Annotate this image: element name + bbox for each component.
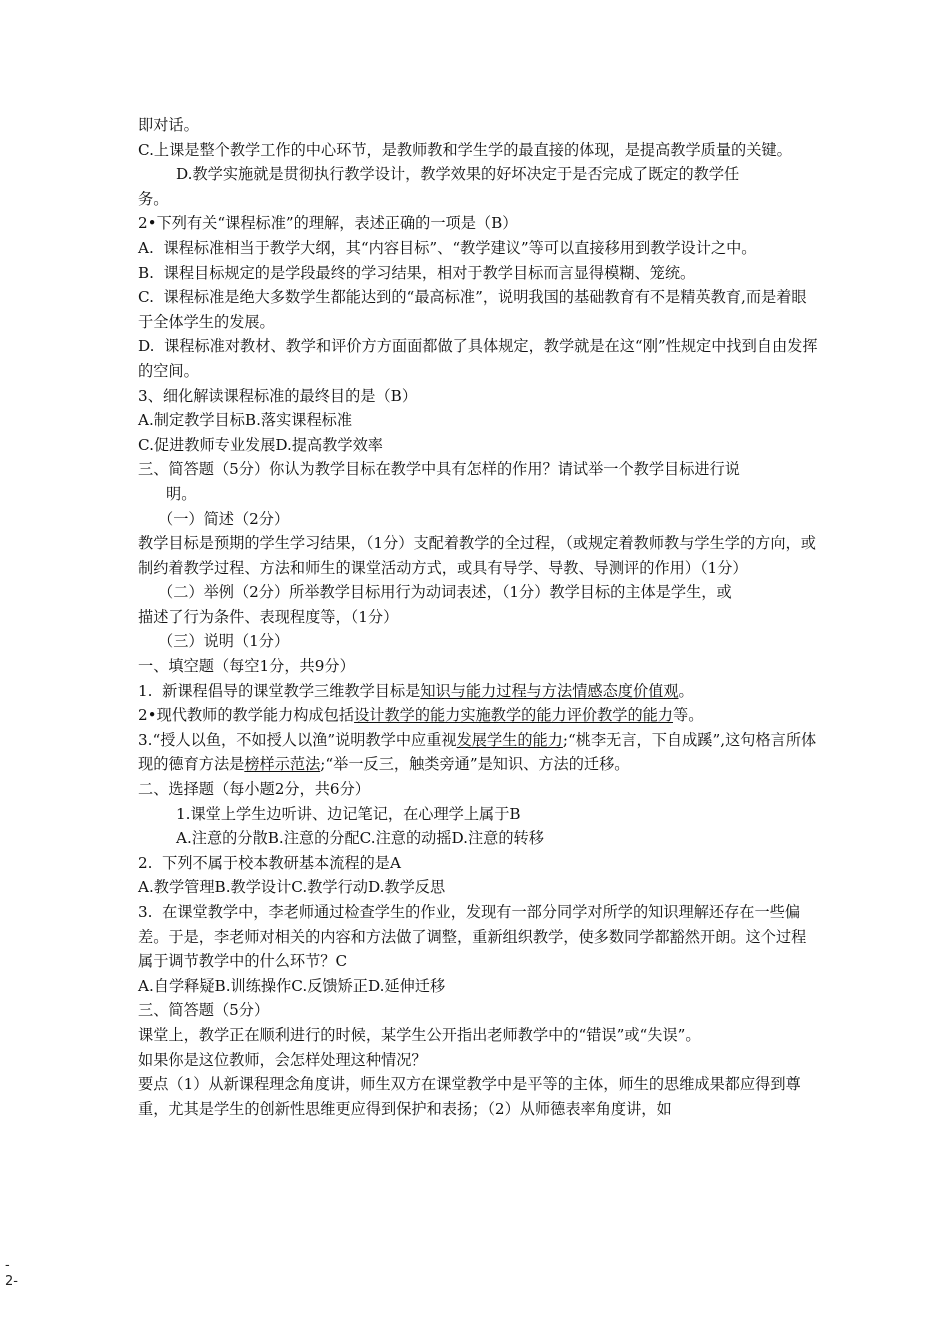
page-number: 2- — [5, 1274, 18, 1289]
option-line: C. 课程标准是绝大多数学生都能达到的“最高标准”，说明我国的基础教育有不是精英教育,而是着眼于全体学生的发展。 — [138, 288, 807, 331]
fill-question-text: 等。 — [673, 706, 704, 725]
option-line: D. 课程标准对教材、教学和评价方方面面都做了具体规定，教学就是在这“刚”性规定中找到自由发挥的空间。 — [138, 337, 818, 380]
fill-question-3 — [138, 728, 818, 777]
fill-question-1 — [138, 679, 818, 704]
fill-question-text: 。 — [678, 681, 694, 700]
text-line: 务。 — [138, 189, 169, 208]
option-line: A.自学释疑B.训练操作C.反馈矫正D.延伸迁移 — [138, 976, 446, 995]
answer-paragraph: 教学目标是预期的学生学习结果，（1分）支配着教学的全过程，（或规定着教师教与学生学的方向，或制约着教学过程、方法和师生的课堂活动方式，或具有导学、导教、导测评的作用）（1分） — [138, 534, 816, 577]
fill-question-2 — [138, 703, 818, 728]
fill-question-text: ;“举一反三，触类旁通”是知识、方法的迁移。 — [320, 755, 630, 774]
text-line: 如果你是这位教师，会怎样处理这种情况？ — [138, 1050, 427, 1069]
sub-heading: （一）简述（2分） — [158, 509, 290, 528]
fill-answer-underlined: 榜样示范法 — [244, 755, 321, 774]
question-line: 1.课堂上学生边听讲、边记笔记，在心理学上属于B — [176, 804, 521, 823]
section-heading: 一、填空题（每空1分，共9分） — [138, 657, 355, 676]
question-line: 2. 下列不属于校本教研基本流程的是A — [138, 853, 401, 872]
text-line: 课堂上，教学正在顺利进行的时候，某学生公开指出老师教学中的“错误”或“失误”。 — [138, 1025, 701, 1044]
option-line: B. 课程目标规定的是学段最终的学习结果，相对于教学目标而言显得模糊、笼统。 — [138, 263, 696, 282]
fill-question-text: 3.“授人以鱼，不如授人以渔”说明教学中应重视 — [138, 730, 457, 749]
fill-question-text: 1. 新课程倡导的课堂教学三维教学目标是 — [138, 681, 421, 700]
answer-paragraph: （二）举例（2分）所举教学目标用行为动词表述，（1分）教学目标的主体是学生，或 — [158, 583, 732, 602]
text-line: D.教学实施就是贯彻执行教学设计，教学效果的好坏决定于是否完成了既定的教学任 — [176, 165, 740, 184]
fill-answer-underlined: 知识与能力过程与方法情感态度价值观 — [420, 681, 679, 700]
answer-paragraph: 要点（1）从新课程理念角度讲，师生双方在课堂教学中是平等的主体，师生的思维成果都应得到尊重，尤其是学生的创新性思维更应得到保护和表扬；（2）从师德表率角度讲，如 — [138, 1075, 801, 1118]
footer-dash: - — [5, 1258, 10, 1273]
question-heading: 3、细化解读课程标准的最终目的是（B） — [138, 386, 418, 405]
fill-answer-underlined: 设计教学的能力实施教学的能力评价教学的能力 — [354, 706, 673, 725]
text-line: 明。 — [166, 484, 197, 503]
section-heading: 三、简答题（5分）你认为教学目标在教学中具有怎样的作用？请试举一个教学目标进行说 — [138, 460, 740, 479]
text-line: 即对话。 — [138, 116, 199, 134]
option-line: A. 课程标准相当于教学大纲，其“内容目标”、“教学建议”等可以直接移用到教学设计之中。 — [138, 238, 757, 257]
fill-question-text: ;“桃李无言，下自成蹊”,这句格言所体现的德育方法是 — [138, 730, 817, 774]
sub-heading: （三）说明（1分） — [158, 632, 290, 651]
fill-answer-underlined: 发展学生的能力 — [456, 730, 563, 749]
question-heading: 2•下列有关“课程标准”的理解，表述正确的一项是（B） — [138, 214, 518, 233]
section-heading: 二、选择题（每小题2分，共6分） — [138, 780, 370, 799]
document-body — [138, 113, 818, 1121]
option-line: A.制定教学目标B.落实课程标准 — [138, 411, 353, 430]
option-line: C.促进教师专业发展D.提高教学效率 — [138, 435, 383, 454]
text-line: C.上课是整个教学工作的中心环节，是教师教和学生学的最直接的体现，是提高教学质量的关键。 — [138, 140, 792, 159]
fill-question-text: 2•现代教师的教学能力构成包括 — [138, 706, 355, 725]
option-line: A.教学管理B.教学设计C.教学行动D.教学反思 — [138, 878, 446, 897]
section-heading: 三、简答题（5分） — [138, 1001, 270, 1020]
text-line: 描述了行为条件、表现程度等，（1分） — [138, 607, 399, 626]
option-line: A.注意的分散B.注意的分配C.注意的动摇D.注意的转移 — [176, 829, 544, 848]
question-line: 3. 在课堂教学中，李老师通过检查学生的作业，发现有一部分同学对所学的知识理解还存在一些偏差。于是，李老师对相关的内容和方法做了调整，重新组织教学，使多数同学都豁然开朗。这个过程属于调节教学中的什么环节？C — [138, 903, 807, 971]
